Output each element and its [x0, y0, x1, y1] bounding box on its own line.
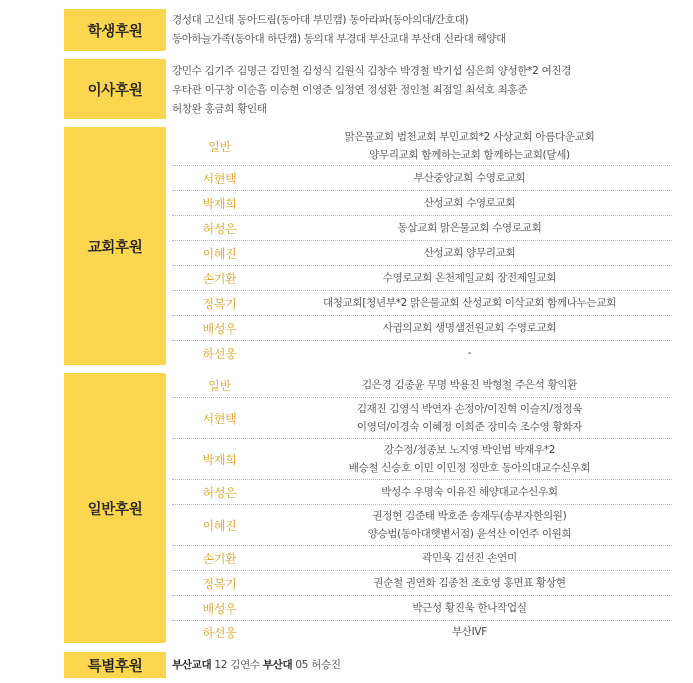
- row-value: 사귐의교회 생명샘전원교회 수영로교회: [382, 322, 557, 334]
- row-value: 강수정/정종보 노지영 박인범 박재우*2 배승철 신승호 이민 이민정 정만호 동아의대교수신우회: [348, 444, 591, 474]
- table-row: [172, 316, 672, 341]
- category-student-support: [64, 9, 166, 51]
- row-name: 정복기: [202, 576, 237, 591]
- row-name: 일반: [208, 139, 231, 154]
- row-name: 일반: [208, 378, 231, 393]
- table-row: [172, 166, 672, 191]
- table-row: [172, 480, 672, 505]
- row-name: 손기환: [202, 271, 237, 286]
- table-row: [172, 571, 672, 596]
- row-name: 정복기: [202, 296, 237, 311]
- row-name: 배성우: [202, 601, 237, 616]
- row-name: 박재희: [202, 452, 237, 467]
- table-row: [172, 505, 672, 546]
- list-line: 강민수 김기주 김명근 김민철 김성식 김원식 김창수 박경철 박기섭 심은희 양성한*2 여진경: [172, 65, 572, 77]
- school-name: 부산교대: [172, 659, 212, 671]
- director-support-list: [172, 62, 672, 119]
- row-name: 이혜진: [202, 518, 237, 533]
- category-label: 특별후원: [87, 658, 143, 675]
- row-name: 허성은: [202, 221, 237, 236]
- row-value: 산성교회 수영로교회: [423, 197, 516, 209]
- row-name: 이혜진: [202, 246, 237, 261]
- donor-text: 12 김연수: [214, 659, 260, 671]
- table-row: [172, 266, 672, 291]
- row-value: 김은경 김종윤 무명 박용진 박형철 주은석 황익환: [361, 379, 578, 391]
- row-value: 부산중앙교회 수영로교회: [413, 172, 526, 184]
- table-row: [172, 546, 672, 571]
- student-support-list: [172, 11, 672, 49]
- table-row: [172, 216, 672, 241]
- row-name: 서현택: [202, 171, 237, 186]
- row-value: 권정현 김준태 박호준 송재두(송부자한의원) 양승범(동아대햇볕서점) 윤석산 이언주 이원희: [367, 510, 572, 540]
- table-row: [172, 439, 672, 480]
- row-name: 손기환: [202, 551, 237, 566]
- row-value: 대청교회[청년부*2 맑은물교회 산성교회 이삭교회 함께나누는교회: [322, 297, 617, 309]
- table-row: [172, 398, 672, 439]
- row-name: 배성우: [202, 321, 237, 336]
- row-name: 서현택: [202, 411, 237, 426]
- row-value: 권순철 권연화 김종천 조호영 홍면표 황상현: [373, 577, 566, 589]
- category-label: 일반후원: [87, 501, 143, 518]
- row-value: 맑은물교회 범천교회 부민교회*2 사상교회 아름다운교회 양무리교회 함께하는교회 함께하는교회(달세): [344, 131, 595, 161]
- row-value: 수영로교회 온천제일교회 장전제일교회: [382, 272, 557, 284]
- table-row: [172, 241, 672, 266]
- category-special-support: [64, 652, 166, 678]
- special-support-list: [172, 656, 672, 675]
- category-church-support: [64, 127, 166, 365]
- row-value: 박성수 우명숙 이유진 해양대교수신우회: [381, 486, 558, 498]
- list-line: 우타관 이구창 이순흠 이승현 이영준 임정연 정성환 정인철 최점일 최석호 최홍준: [172, 84, 528, 96]
- row-value: 박근성 황진욱 한나작업실: [412, 602, 527, 614]
- category-general-support: [64, 373, 166, 643]
- row-name: 허성은: [202, 485, 237, 500]
- table-row: [172, 341, 672, 365]
- row-value: 김재진 김영식 박연자 손정아/이진혁 이슬지/정정욱 이영덕/이경숙 이혜정 이희준 장미숙 조수영 황화자: [356, 403, 583, 433]
- row-value: -: [467, 347, 472, 359]
- category-director-support: [64, 59, 166, 119]
- row-value: 동삼교회 맑은물교회 수영로교회: [397, 222, 542, 234]
- row-value: 산성교회 양무리교회: [423, 247, 516, 259]
- table-row: [172, 373, 672, 398]
- donor-text: 05 허승진: [295, 659, 341, 671]
- table-row: [172, 127, 672, 166]
- row-value: 부산IVF: [451, 626, 488, 638]
- category-label: 교회후원: [87, 239, 143, 256]
- table-row: [172, 621, 672, 643]
- row-value: 곽민욱 김선진 손연미: [422, 552, 517, 564]
- category-label: 학생후원: [87, 23, 143, 40]
- list-line: 동아하늘가족(동아대 하단캠) 동의대 부경대 부산교대 부산대 신라대 해양대: [172, 33, 506, 45]
- row-name: 하선웅: [202, 346, 237, 361]
- category-label: 이사후원: [87, 82, 143, 99]
- row-name: 박재희: [202, 196, 237, 211]
- list-line: 허창완 홍금희 황인태: [172, 103, 267, 115]
- list-line: 경성대 고신대 동아드림(동아대 부민캠) 동아라파(동아의대/간호대): [172, 14, 469, 26]
- row-name: 하선웅: [202, 625, 237, 640]
- school-name: 부산대: [262, 659, 293, 671]
- table-row: [172, 191, 672, 216]
- table-row: [172, 291, 672, 316]
- table-row: [172, 596, 672, 621]
